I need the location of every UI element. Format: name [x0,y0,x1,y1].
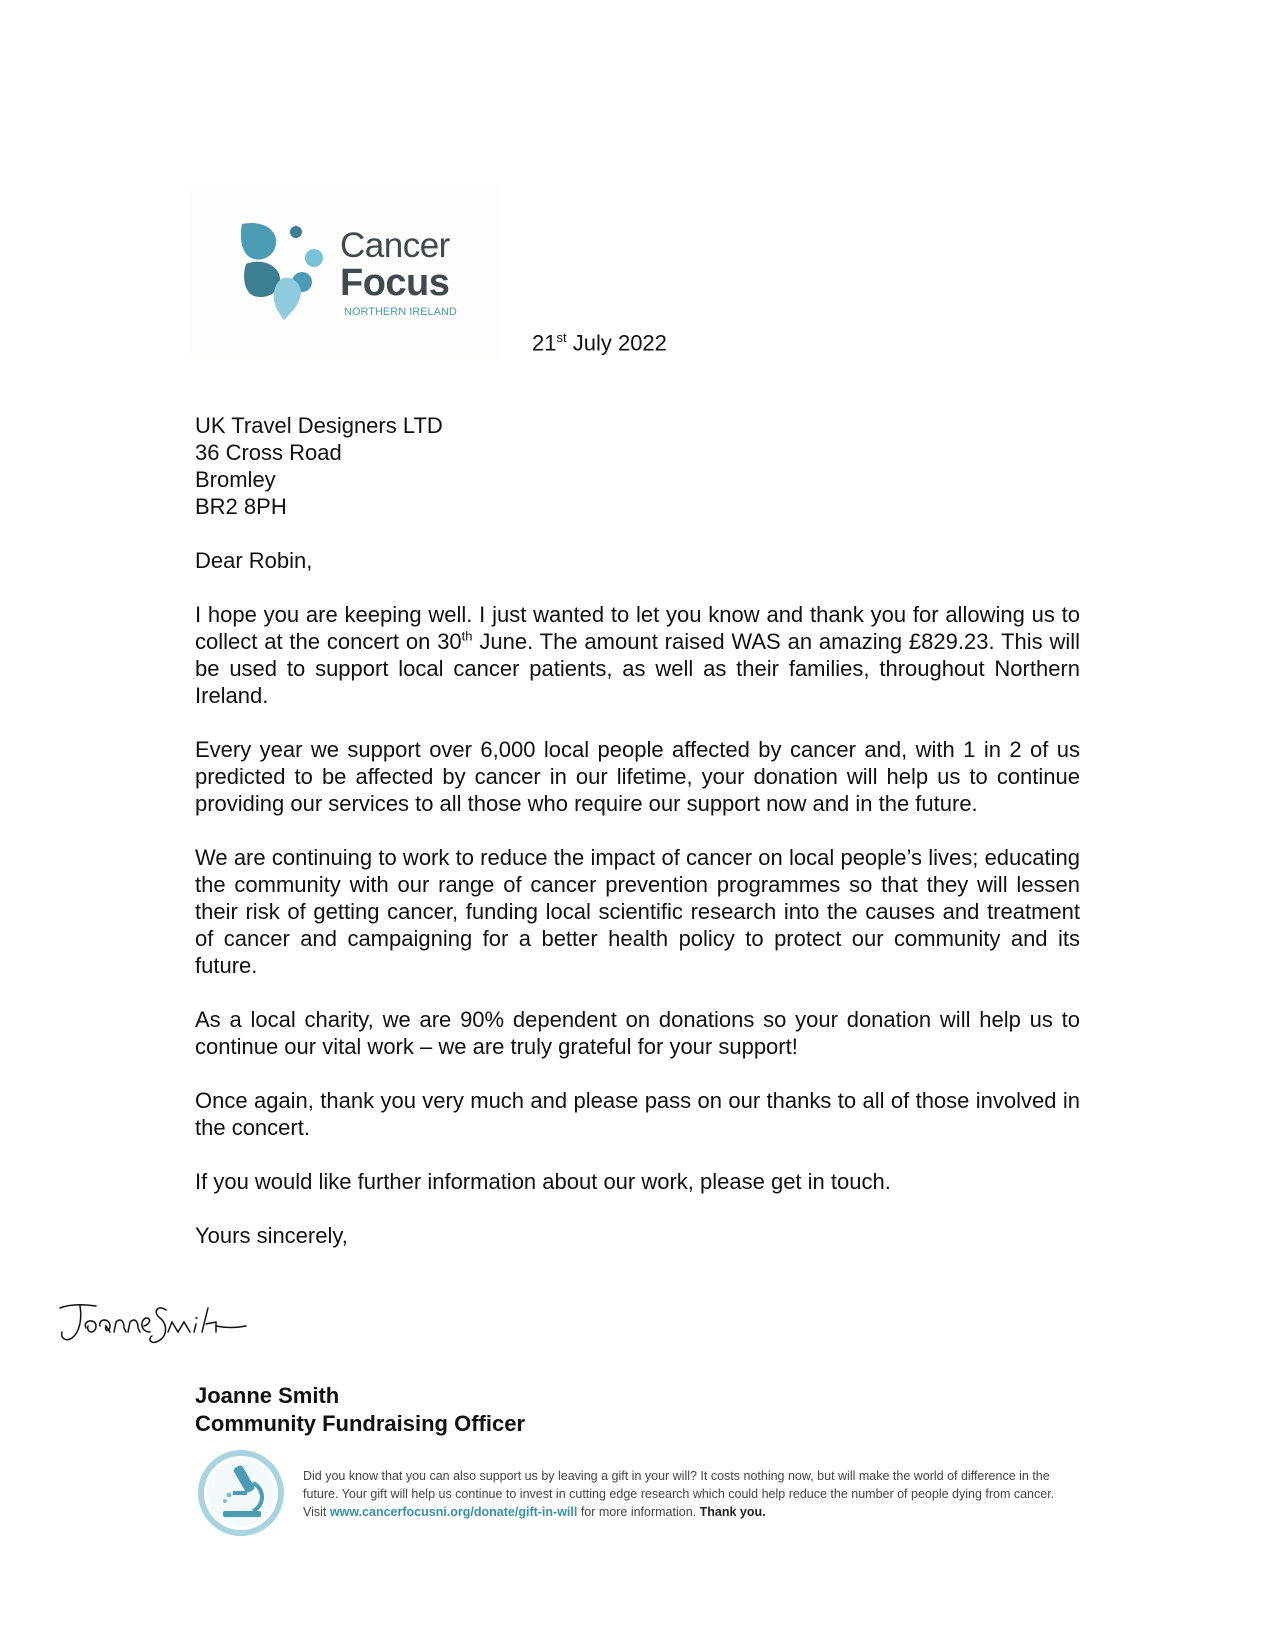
microscope-icon [195,1447,287,1539]
address-line: UK Travel Designers LTD [195,413,443,438]
paragraph-charity: As a local charity, we are 90% dependent on donations so your donation will help us to continue our vital work – we are truly grateful for your support! [195,1007,1080,1059]
logo-text-cancer: Cancer [340,226,450,265]
signer-title: Community Fundraising Officer [195,1411,526,1436]
signer-block [195,1382,525,1438]
address-line: 36 Cross Road [195,440,342,465]
paragraph-impact: We are continuing to work to reduce the impact of cancer on local people’s lives; educating the community with our range of cancer prevention programmes so that they will lessen their risk of getting cancer, funding local scientific research into the causes and treatment of cancer and campaigning for a better health policy to protect our community and its future. [195,845,1080,978]
address-line: BR2 8PH [195,494,287,519]
logo-text-focus: Focus [340,262,450,304]
paragraph-thanks: I hope you are keeping well. I just wanted to let you know and thank you for allowing us to collect at the concert on 30th June. The amount raised WAS an amazing £829.23. This will be used to support local cancer patients, as well as their families, throughout Northern Ireland. [195,602,1081,708]
gift-in-will-footer [195,1447,1095,1547]
sign-off: Yours sincerely, [195,1223,348,1248]
letter-body [195,412,1080,1276]
salutation: Dear Robin, [195,548,313,573]
cancer-focus-logo [190,186,500,356]
gift-in-will-text: Did you know that you can also support us by leaving a gift in your will? It costs nothing now, but will make the world of difference in the future. Your gift will help us continue to invest in cutting edge research which could help reduce the number of people dying from cancer. Visit www.cancerfocusni.org/donate/gift-in-will for more information. Thank you. [303,1469,1055,1519]
address-line: Bromley [195,467,276,492]
letter-date: 21st July 2022 [532,330,667,356]
gift-in-will-link[interactable]: www.cancerfocusni.org/donate/gift-in-will [329,1505,578,1519]
paragraph-closing: Once again, thank you very much and please pass on our thanks to all of those involved in the concert. [195,1088,1080,1140]
petal-mark-icon [240,220,340,320]
signer-name: Joanne Smith [195,1383,340,1408]
recipient-address [195,412,1080,520]
handwritten-signature [56,1298,256,1348]
paragraph-support: Every year we support over 6,000 local people affected by cancer and, with 1 in 2 of us predicted to be affected by cancer in our lifetime, your donation will help us to continue providing our services to all those who require our support now and in the future. [195,737,1080,816]
logo-text-region: NORTHERN IRELAND [344,306,457,318]
paragraph-contact: If you would like further information about our work, please get in touch. [195,1169,891,1194]
